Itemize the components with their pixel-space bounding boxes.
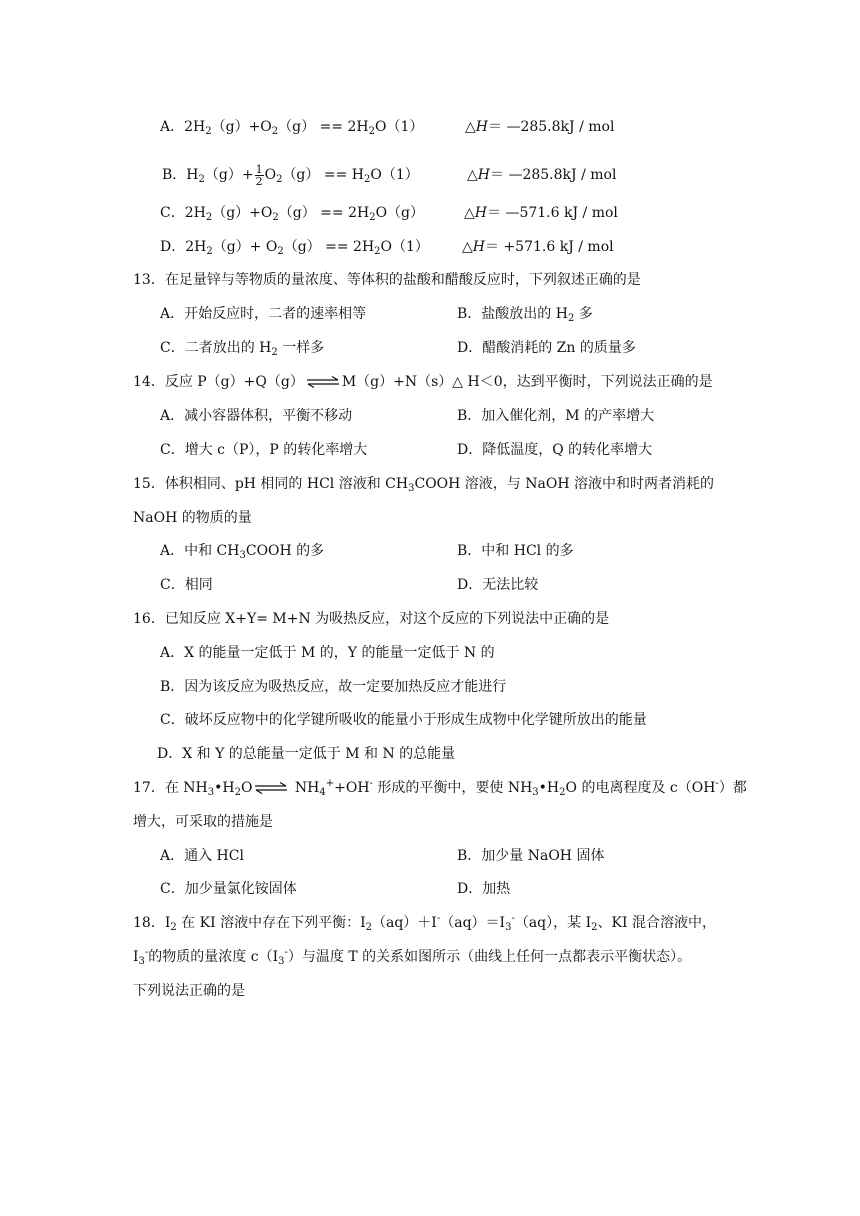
question-16-stem: 16．已知反应 X+Y= M+N 为吸热反应，对这个反应的下列说法中正确的是 (133, 611, 610, 627)
equilibrium-arrow-icon (254, 782, 288, 794)
option-12c-enthalpy: △H＝ —571.6 kJ / mol (464, 205, 618, 221)
option-16a: A．X 的能量一定低于 M 的，Y 的能量一定低于 N 的 (160, 645, 495, 661)
question-18-stem-line3: 下列说法正确的是 (133, 983, 245, 999)
option-13a: A．开始反应时，二者的速率相等 (160, 306, 367, 322)
option-17b: B．加少量 NaOH 固体 (457, 848, 605, 864)
option-16d: D．X 和 Y 的总能量一定低于 M 和 N 的总能量 (157, 746, 456, 762)
option-13c: C．二者放出的 $H_2$ 一样多 (160, 340, 325, 358)
option-12b: B．$H_2(g)+$ $\frac{1}{2}$ $O_2(g) == H_2O(1)$ (162, 162, 419, 188)
option-14c: C．增大 c（P），P 的转化率增大 (160, 442, 368, 458)
question-18-stem-line1: 18．$I_2$ 在 KI 溶液中存在下列平衡：$I_2(aq)+I^-(aq)=I_3^-(aq)$，某 $I_2$、KI 混合溶液中， (133, 913, 716, 933)
option-12a-text: A．$2H_2(g)+O_2(g) == 2H_2O(1)$ (160, 119, 424, 137)
option-14b: B．加入催化剂，M 的产率增大 (457, 408, 655, 424)
option-15b: B．中和 HCl 的多 (457, 543, 574, 559)
option-12d-enthalpy: △H＝ +571.6 kJ / mol (462, 239, 614, 255)
option-17d: D．加热 (457, 881, 511, 897)
option-16c: C．破坏反应物中的化学键所吸收的能量小于形成生成物中化学键所放出的能量 (160, 712, 647, 728)
question-17-stem-line2: 增大，可采取的措施是 (133, 814, 273, 830)
option-15d: D．无法比较 (457, 577, 539, 593)
option-13b: B．盐酸放出的 $H_2$ 多 (457, 306, 593, 324)
option-17a: A．通入 HCl (160, 848, 244, 864)
option-12c: C．$2H_2(g)+O_2(g) == 2H_2O(g)$ (160, 205, 425, 223)
option-12a-enthalpy: △H＝ —285.8kJ / mol (465, 119, 615, 135)
question-14-stem: 14．反应 P（g）+Q（g） M（g）+N（s）△ H＜0，达到平衡时，下列说法正确的是 (133, 374, 713, 390)
option-15c: C．相同 (160, 577, 213, 593)
option-16b: B．因为该反应为吸热反应，故一定要加热反应才能进行 (160, 679, 507, 695)
option-17c: C．加少量氯化铵固体 (160, 881, 297, 897)
option-14d: D．降低温度，Q 的转化率增大 (457, 442, 653, 458)
question-13-stem: 13．在足量锌与等物质的量浓度、等体积的盐酸和醋酸反应时，下列叙述正确的是 (133, 272, 641, 288)
option-13d: D．醋酸消耗的 Zn 的质量多 (457, 340, 636, 356)
question-15-stem-line2: NaOH 的物质的量 (133, 510, 252, 526)
option-12a (160, 117, 423, 137)
question-18-stem-line2: $I_3^-$的物质的量浓度 $c(I_3^-)$与温度 T 的关系如图所示（曲线上任何一点都表示平衡状态）。 (133, 947, 692, 967)
equilibrium-arrow-icon (306, 376, 340, 388)
question-15-stem-line1: 15．体积相同、pH 相同的 HCl 溶液和 $CH_3COOH$ 溶液，与 NaOH 溶液中和时两者消耗的 (133, 476, 714, 494)
option-14a: A．减小容器体积，平衡不移动 (160, 408, 353, 424)
option-12d: D．$2H_2(g)+ O_2(g) == 2H_2O(1)$ (160, 239, 429, 257)
one-half-fraction: $\frac{1}{2}$ (255, 162, 263, 188)
option-12b-enthalpy: △H＝ —285.8kJ / mol (467, 167, 617, 183)
question-17-stem-line1: 17．在 $NH_3•H_2O$ $NH_4^++OH^-$ 形成的平衡中，要使 $NH_3•H_2O$ 的电离程度及 c（OH-）都 (133, 778, 747, 798)
option-15a: A．中和 $CH_3COOH$ 的多 (160, 543, 325, 561)
